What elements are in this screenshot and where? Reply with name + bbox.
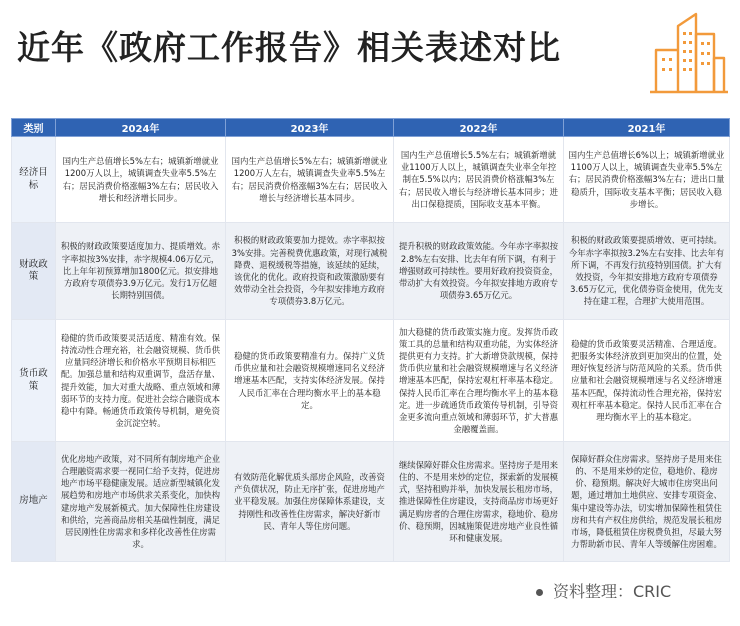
table-cell: 积极的财政政策要加力提效。赤字率拟按3%安排。完善税费优惠政策，对现行减税降费、退税缓税等措施，该延续的延续，该优化的优化。政府投资和政策激励要有效带动全社会投资，今年拟安排地方政府专项债券3.8万亿元。 <box>226 223 394 320</box>
table-cell: 国内生产总值增长5%左右；城镇新增就业1200万人以上，城镇调查失业率5.5%左右；居民消费价格涨幅3%左右；居民收入增长和经济增长同步。 <box>56 137 226 223</box>
row-category: 财政政策 <box>12 223 56 320</box>
header-2022: 2022年 <box>394 119 564 137</box>
row-category: 经济目标 <box>12 137 56 223</box>
table-cell: 加大稳健的货币政策实施力度。发挥货币政策工具的总量和结构双重功能，为实体经济提供更有力支持。扩大新增贷款规模，保持货币供应量和社会融资规模增速与名义经济增速基本匹配，保持宏观杠杆率基本稳定。保持人民币汇率在合理均衡水平上的基本稳定。进一步疏通货币政策传导机制，引导资金更多流向重点领域和薄弱环节，扩大普惠金融覆盖面。 <box>394 320 564 442</box>
comparison-table <box>11 118 730 562</box>
table-cell: 稳健的货币政策要灵活适度、精准有效。保持流动性合理充裕，社会融资规模、货币供应量同经济增长和价格水平预期目标相匹配。加强总量和结构双重调节，盘活存量、提升效能，加大对重大战略、重点领域和薄弱环节的支持力度。促进社会综合融资成本稳中有降。畅通货币政策传导机制，避免资金沉淀空转。 <box>56 320 226 442</box>
header-2021: 2021年 <box>564 119 730 137</box>
table-cell: 积极的财政政策要提质增效、更可持续。今年赤字率拟按3.2%左右安排、比去年有所下调，不再发行抗疫特别国债。扩大有效投资，今年拟安排地方政府专项债券3.65万亿元，优化债券资金使用，优先支持在建工程，合理扩大使用范围。 <box>564 223 730 320</box>
page-title: 近年《政府工作报告》相关表述对比 <box>17 28 561 67</box>
table-cell: 优化房地产政策，对不同所有制房地产企业合理融资需求要一视同仁给予支持，促进房地产市场平稳健康发展。适应新型城镇化发展趋势和房地产市场供求关系变化，加快构建房地产发展新模式。加大保障性住房建设和供给，完善商品房相关基础性制度，满足居民刚性住房需求和多样化改善性住房需求。 <box>56 442 226 562</box>
table-cell: 国内生产总值增长5%左右；城镇新增就业1200万人左右，城镇调查失业率5.5%左右；居民消费价格涨幅3%左右；居民收入增长与经济增长基本同步。 <box>226 137 394 223</box>
header-2024: 2024年 <box>56 119 226 137</box>
row-category: 房地产 <box>12 442 56 562</box>
table-cell: 稳健的货币政策要精准有力。保持广义货币供应量和社会融资规模增速同名义经济增速基本匹配，支持实体经济发展。保持人民币汇率在合理均衡水平上的基本稳定。 <box>226 320 394 442</box>
table-cell: 国内生产总值增长5.5%左右；城镇新增就业1100万人以上，城镇调查失业率全年控制在5.5%以内；居民消费价格涨幅3%左右；居民收入增长与经济增长基本同步；进出口保稳提质，国际收支基本平衡。 <box>394 137 564 223</box>
table-header-row <box>12 119 730 137</box>
city-buildings-icon <box>648 8 730 94</box>
header-category: 类别 <box>12 119 56 137</box>
table-cell: 稳健的货币政策要灵活精准、合理适度。把服务实体经济放到更加突出的位置，处理好恢复经济与防范风险的关系。货币供应量和社会融资规模增速与名义经济增速基本匹配，保持流动性合理充裕，保持宏观杠杆率基本稳定。保持人民币汇率在合理均衡水平上的基本稳定。 <box>564 320 730 442</box>
source-text: 资料整理：CRIC <box>553 582 672 601</box>
table-cell: 提升积极的财政政策效能。今年赤字率拟按2.8%左右安排、比去年有所下调，有利于增强财政可持续性。要用好政府投资资金，带动扩大有效投资。今年拟安排地方政府专项债券3.65万亿元。 <box>394 223 564 320</box>
table-row <box>12 223 730 320</box>
table-row <box>12 137 730 223</box>
table-row <box>12 320 730 442</box>
table-row <box>12 442 730 562</box>
table-cell: 积极的财政政策要适度加力、提质增效。赤字率拟按3%安排，赤字规模4.06万亿元，比上年年初预算增加1800亿元。拟安排地方政府专项债券3.9万亿元。发行1万亿超长期特别国债。 <box>56 223 226 320</box>
table-cell: 保障好群众住房需求。坚持房子是用来住的、不是用来炒的定位，稳地价、稳房价、稳预期。解决好大城市住房突出问题，通过增加土地供应、安排专项资金、集中建设等办法，切实增加保障性租赁住房和共有产权住房供给，规范发展长租房市场，降低租赁住房税费负担，尽最大努力帮助新市民、青年人等缓解住房困难。 <box>564 442 730 562</box>
table-cell: 国内生产总值增长6%以上；城镇新增就业1100万人以上，城镇调查失业率5.5%左右；居民消费价格涨幅3%左右；进出口量稳质升，国际收支基本平衡；居民收入稳步增长。 <box>564 137 730 223</box>
table-cell: 继续保障好群众住房需求。坚持房子是用来住的、不是用来炒的定位，探索新的发展模式，坚持租购并举，加快发展长租房市场，推进保障性住房建设，支持商品房市场更好满足购房者的合理住房需求，稳地价、稳房价、稳预期，因城施策促进房地产业良性循环和健康发展。 <box>394 442 564 562</box>
table-cell: 有效防范化解优质头部房企风险，改善资产负债状况，防止无序扩张，促进房地产业平稳发展。加强住房保障体系建设，支持刚性和改善性住房需求，解决好新市民、青年人等住房问题。 <box>226 442 394 562</box>
dot-icon <box>536 589 543 596</box>
header-2023: 2023年 <box>226 119 394 137</box>
row-category: 货币政策 <box>12 320 56 442</box>
source-note <box>536 579 671 602</box>
